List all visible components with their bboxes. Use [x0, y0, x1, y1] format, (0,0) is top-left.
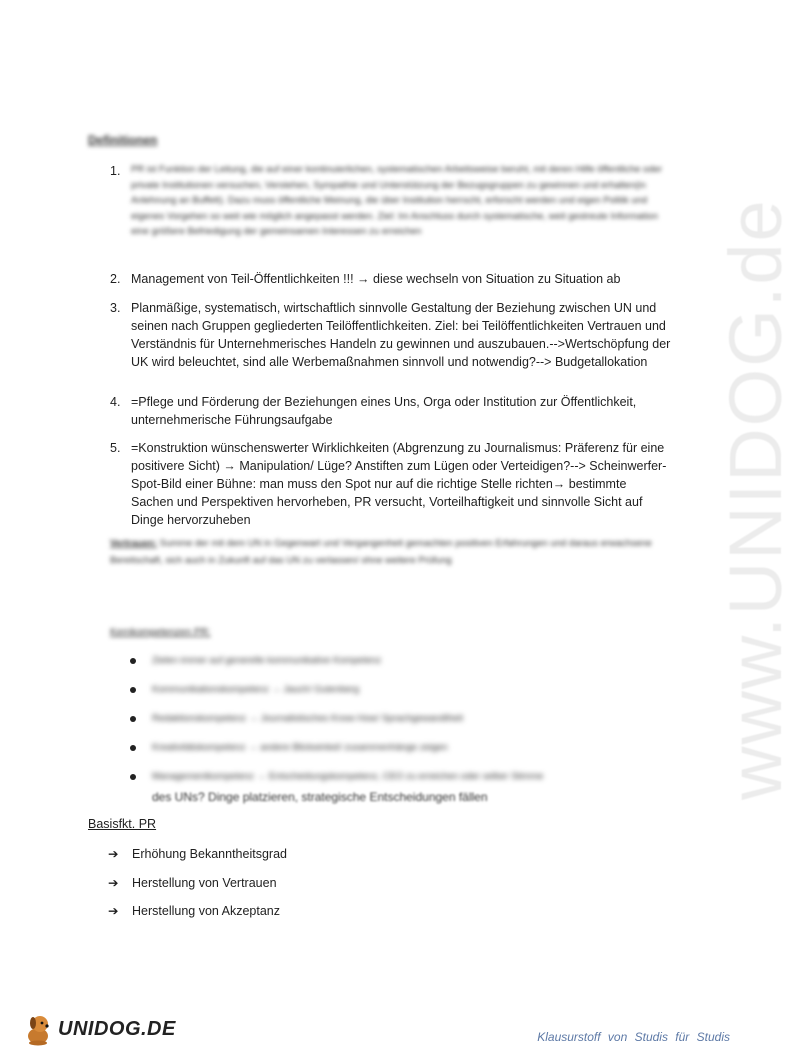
arrow-right-icon: ➔: [108, 847, 119, 861]
vertrauen-term: Vertrauen:: [110, 538, 157, 549]
list-item: [128, 683, 652, 712]
bullet-icon: [130, 716, 136, 722]
item-text: =Pflege und Förderung der Beziehungen eines Uns, Orga oder Institution zur Öffentlichkeit, unternehmerische Führungsaufgabe: [131, 395, 637, 427]
footer-slogan: Klausurstoff von Studis für Studis: [537, 1030, 730, 1044]
bullet-icon: [130, 687, 136, 693]
list-item-text: Managementkompetenz → Entscheidungskompetenz, CEO zu erreichen oder selber Stimme: [152, 771, 544, 782]
dog-icon: [20, 1010, 60, 1050]
arrow-right-icon: ➔: [108, 904, 119, 918]
list-item-text: Zielen immer auf generelle kommunikative Kompetenz: [152, 655, 382, 666]
bullet-icon: [130, 658, 136, 664]
vertrauen-definition: [110, 535, 670, 569]
list-item-text: Kommunikationskompetenz → Jauch/ Gutenberg: [152, 684, 359, 695]
item-number: 1.: [110, 164, 121, 178]
list-item: [128, 741, 652, 770]
logo-text: UNIDOG.DE: [58, 1018, 176, 1040]
list-item: [108, 845, 287, 874]
kernkompetenzen-continuation: des UNs? Dinge platzieren, strategische Entscheidungen fällen: [152, 790, 488, 804]
basisfunktionen-heading: Basisfkt. PR: [88, 817, 157, 831]
item-number: 5.: [110, 441, 121, 455]
list-item-text: Erhöhung Bekanntheitsgrad: [132, 847, 287, 861]
kernkompetenzen-heading: Kernkompetenzen PR:: [110, 627, 211, 638]
list-item-text: Kreativitätskompetenz → andere Blickwinkel/ zusammenhänge zeigen: [152, 742, 448, 753]
list-item: [108, 874, 287, 903]
item-text: PR ist Funktion der Leitung, die auf einer kontinuierlichen, systematischen Arbeitsweise beruht, mit deren Hilfe öffentliche oder private Institutionen versuchen, Verstehen, Sympathie und Unterstützung der Bezugsgruppen zu gewinnen und erhalten(in Anlehnung an Buffett). Dazu muss öffentliche Meinung, die über Institution herrscht, erforscht werden und eigen Politik und eigenes Vorgehen so weit wie möglich angepasst werden. Ziel: Im Anschluss durch systematische, weit gestreute Information eine größere Befriedigung der gemeinsamen Interessen zu erreichen: [131, 164, 663, 238]
item-text: Planmäßige, systematisch, wirtschaftlich sinnvolle Gestaltung der Beziehung zwischen UN und seinen nach Gruppen gegliederten Teilöffentlichkeiten. Ziel: bei Teilöffentlichkeiten Vertrauen und Verständnis für Unternehmerisches Handeln zu gewinnen und auszubauen.-->Wertschöpfung der UK wird beleuchtet, sind alle Werbemaßnahmen sinnvoll und notwendig?--> Budgetallokation: [131, 301, 671, 369]
unidog-logo: [20, 1010, 180, 1050]
item-number: 4.: [110, 395, 121, 409]
item-text: =Konstruktion wünschenswerter Wirklichkeiten (Abgrenzung zu Journalismus: Präferenz für eine positivere Sicht) → Manipulation/ Lüge? Anstiften zum Lügen oder Verteidigen?--> Scheinwerfer-Spot-Bild einer Bühne: man muss den Spot nur auf die richtige Stelle richten→ bestimmte Sachen und Perspektiven hervorheben, PR versucht, Vorteilhaftigkeit und sinnvolle Sicht auf Dinge hervorzuheben: [131, 441, 667, 527]
basisfunktionen-list: [108, 845, 287, 931]
list-item-text: Herstellung von Akzeptanz: [132, 904, 281, 918]
list-item-text: Redaktionskompetenz → Journalistisches Know How/ Sprachgewandtheit: [152, 713, 464, 724]
kernkompetenzen-list: [128, 654, 652, 799]
watermark: www.UNIDOG.de: [714, 198, 797, 800]
list-item: [128, 712, 652, 741]
bullet-icon: [130, 774, 136, 780]
list-item: [128, 654, 652, 683]
item-number: 3.: [110, 301, 121, 315]
vertrauen-text: Summe der mit dem UN in Gegenwart und Vergangenheit gemachten positiven Erfahrungen und daraus erwachsene Bereitschaft, sich auch in Zukunft auf das UN zu verlassen/ ohne weitere Prüfung: [110, 538, 652, 566]
list-item-text: Herstellung von Vertrauen: [132, 875, 277, 890]
definitions-heading: Definitionen: [88, 133, 158, 147]
list-item: [108, 902, 287, 931]
item-text: Management von Teil-Öffentlichkeiten !!! → diese wechseln von Situation zu Situation ab: [131, 272, 621, 286]
item-number: 2.: [110, 272, 121, 286]
arrow-right-icon: ➔: [108, 875, 119, 890]
bullet-icon: [130, 745, 136, 751]
